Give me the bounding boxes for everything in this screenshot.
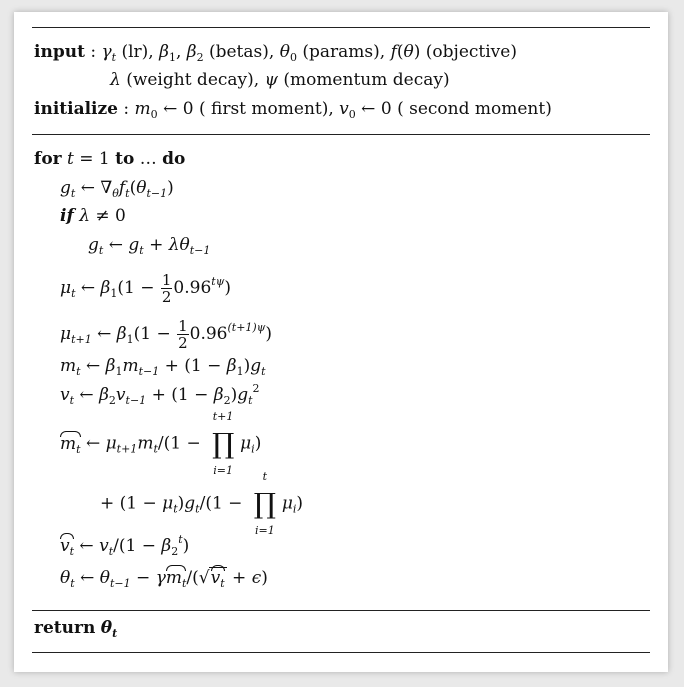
- initialize-line: initialize : $m_0$ ← 0 ( first moment), $v_0$ ← 0 ( second moment): [34, 99, 552, 121]
- second-moment-step: $v_t$ ← $\beta_2v_{t-1} + (1 - \beta_2)g_t^2$: [60, 382, 260, 407]
- if-line: if λ ≠ 0: [60, 206, 126, 226]
- input-line-2: λ (weight decay), ψ (momentum decay): [110, 70, 450, 90]
- return-line: return $\theta_t$: [34, 618, 118, 640]
- half-fraction-2: $\frac{1}{2}$: [178, 317, 188, 352]
- product-symbol-2: t ∏ i=1: [253, 470, 276, 537]
- m-hat-step-2: + $(1 - \mu_t)g_t/(1$ − t ∏ i=1 $\mu_i$): [100, 470, 304, 537]
- gradient-step: $g_t$ ← $\nabla_\theta f_t(\theta_{t-1})$: [60, 178, 174, 200]
- mu-t-step: $\mu_t$ ← $\beta_1(1$ − $\frac{1}{2}$ $0.96^{t\psi}$): [60, 271, 231, 306]
- v-hat-step: $v_t$ ← $v_t/(1 - \beta_2^t)$: [60, 533, 190, 558]
- body-rule: [32, 610, 650, 611]
- return-keyword: return: [34, 618, 96, 638]
- theta-update-step: $\theta_t$ ← $\theta_{t-1} - \gamma m_t/(√v_t + \epsilon)$: [60, 568, 268, 590]
- m-hat-step-1: $m_t$ ← $\mu_{t+1}m_t/(1$ − t+1 ∏ i=1 $\mu_i$): [60, 410, 262, 477]
- input-line-1: input : $\gamma_t$ (lr), $\beta_1$, $\beta_2$ (betas), $\theta_0$ (params), f(θ) (objective): [34, 42, 517, 64]
- if-keyword: if: [60, 206, 74, 226]
- initialize-keyword: initialize: [34, 99, 118, 119]
- do-keyword: do: [162, 149, 186, 169]
- mu-t-plus-1-step: $\mu_{t+1}$ ← $\beta_1(1$ − $\frac{1}{2}$ $0.96^{(t+1)\psi}$): [60, 317, 272, 352]
- for-keyword: for: [34, 149, 62, 169]
- first-moment-step: $m_t$ ← $\beta_1m_{t-1} + (1 - \beta_1)g_t$: [60, 356, 266, 378]
- input-keyword: input: [34, 42, 85, 62]
- bottom-rule: [32, 652, 650, 653]
- algorithm-card: [14, 12, 668, 672]
- weight-decay-step: $g_t$ ← $g_t + \lambda\theta_{t-1}$: [88, 235, 211, 257]
- to-keyword: to: [115, 149, 135, 169]
- for-line: for t = 1 to … do: [34, 149, 186, 169]
- product-symbol-1: t+1 ∏ i=1: [211, 410, 235, 477]
- half-fraction: $\frac{1}{2}$: [161, 271, 172, 306]
- header-rule: [32, 134, 650, 135]
- top-rule: [32, 27, 650, 28]
